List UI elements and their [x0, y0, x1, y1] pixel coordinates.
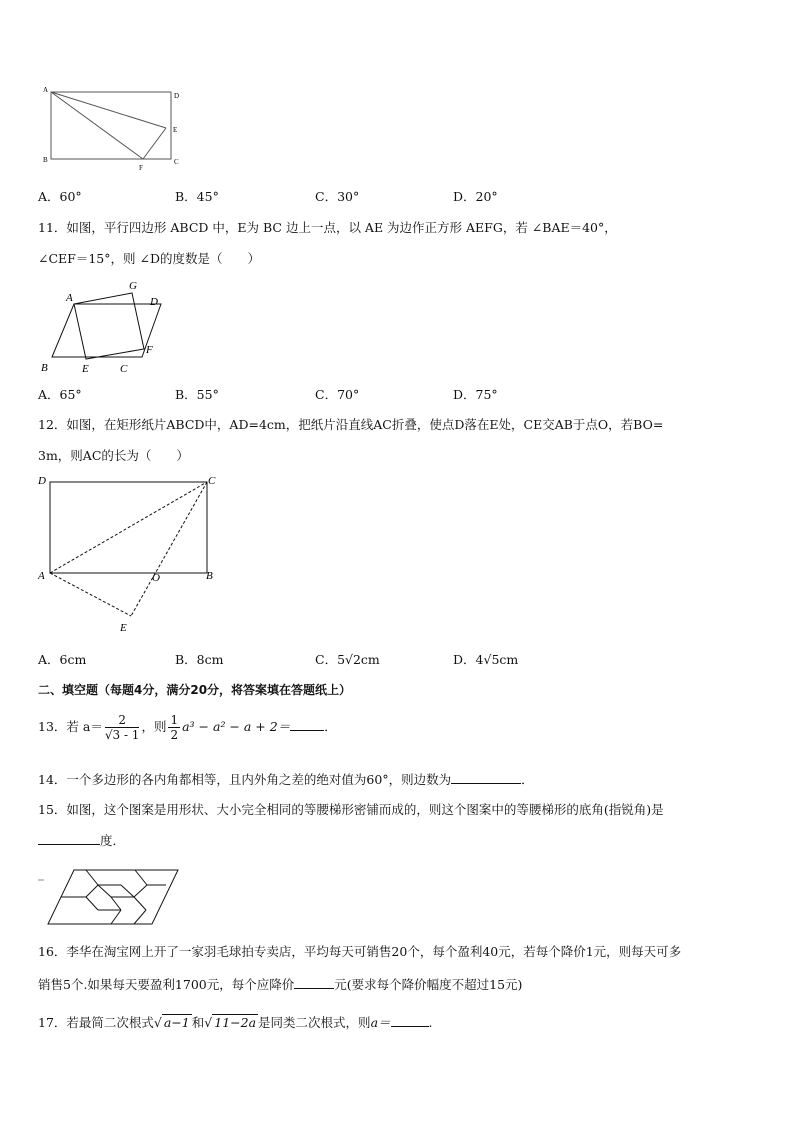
q13-prefix: 13．若 a＝	[38, 719, 103, 734]
q12-option-c: C．5√2cm	[315, 652, 380, 667]
fig11-label-a: A	[66, 292, 73, 304]
fig10-label-f: F	[139, 164, 143, 172]
q13-fraction	[105, 713, 140, 742]
q11-line2: ∠CEF＝15°，则 ∠D的度数是（ ）	[38, 251, 260, 266]
section-heading: 二、填空题（每题4分，满分20分，将答案填在答题纸上）	[38, 683, 352, 697]
q16-answer-blank[interactable]	[294, 976, 334, 989]
q15-tessellation-figure	[36, 864, 186, 934]
fig10-label-d: D	[174, 92, 180, 100]
q11-option-b: B．55°	[175, 387, 219, 402]
q14-answer-blank[interactable]	[451, 771, 521, 784]
fig10-label-e: E	[173, 126, 178, 134]
fig10-label-a: A	[43, 86, 49, 94]
q10-option-c: C．30°	[315, 189, 360, 204]
q13-answer-blank[interactable]	[290, 718, 324, 731]
q12-line2: 3m，则AC的长为（ ）	[38, 448, 189, 463]
fig11-label-b: B	[41, 362, 48, 374]
q17-answer-blank[interactable]	[391, 1014, 429, 1027]
q12-option-b: B．8cm	[175, 652, 224, 667]
sqrt-icon: √	[204, 1015, 213, 1030]
fig12-label-e: E	[120, 622, 127, 634]
q17-rad1: a−1	[163, 1015, 190, 1030]
q16-line2-a: 销售5个.如果每天要盈利1700元，每个应降价	[38, 977, 295, 992]
q17	[38, 1014, 433, 1031]
q10-option-b: B．45°	[175, 189, 219, 204]
fig10-label-b: B	[43, 156, 48, 164]
fig11-label-d: D	[150, 296, 158, 308]
q12-line1: 12．如图，在矩形纸片ABCD中，AD=4cm，把纸片沿直线AC折叠，使点D落在E处，CE交AB于点O，若BO=	[38, 417, 664, 432]
fig12-label-o: O	[152, 572, 160, 584]
q16-line1: 16．李华在淘宝网上开了一家羽毛球拍专卖店，平均每天可销售20个，每个盈利40元，若每个降价1元，则每天可多	[38, 944, 682, 959]
q17-rad2: 11−2a	[214, 1015, 257, 1030]
q17-end: .	[428, 1015, 433, 1030]
q17-c: 是同类二次根式，则	[258, 1015, 371, 1030]
q15-answer-blank[interactable]	[38, 832, 100, 845]
fig12-label-c: C	[208, 475, 216, 487]
q15-line1: 15．如图，这个图案是用形状、大小完全相同的等腰梯形密铺而成的，则这个图案中的等腰梯形的底角(指锐角)是	[38, 802, 664, 817]
q13-frac-num: 2	[105, 713, 140, 728]
q16-line2-b: 元(要求每个降价幅度不超过15元)	[334, 977, 523, 992]
q13-half-num: 1	[170, 713, 179, 727]
q11-line1: 11．如图，平行四边形 ABCD 中，E为 BC 边上一点，以 AE 为边作正方形 AEFG，若 ∠BAE＝40°，	[38, 220, 617, 235]
q12-option-d: D．4√5cm	[453, 652, 519, 667]
q11-figure	[36, 279, 166, 375]
fig11-label-g: G	[129, 280, 137, 292]
q17-b: 和	[191, 1015, 205, 1030]
q11-option-a: A．65°	[38, 387, 82, 402]
q17-d: a＝	[370, 1015, 391, 1030]
q13-expr: a³ − a² − a + 2＝	[182, 719, 291, 734]
fig11-label-c: C	[120, 363, 128, 375]
q15-line2-end: 度．	[100, 833, 126, 848]
q14	[38, 771, 534, 788]
q13	[38, 712, 337, 744]
fig12-label-d: D	[38, 475, 46, 487]
fig10-label-c: C	[174, 158, 179, 166]
fig12-label-b: B	[206, 570, 213, 582]
q12-figure	[36, 470, 226, 638]
q11-option-d: D．75°	[453, 387, 498, 402]
q14-end: ．	[521, 772, 534, 787]
sqrt-icon: √	[153, 1015, 162, 1030]
fig11-label-e: E	[82, 363, 89, 375]
q11-option-c: C．70°	[315, 387, 360, 402]
q13-mid: ，则	[141, 719, 167, 734]
fig12-label-a: A	[38, 570, 45, 582]
q13-half	[168, 713, 180, 742]
q10-figure	[38, 84, 188, 174]
q10-option-a: A．60°	[38, 189, 82, 204]
q16-line2	[38, 976, 522, 993]
q13-end: ．	[324, 719, 337, 734]
q17-a: 17．若最简二次根式	[38, 1015, 154, 1030]
q14-text: 14．一个多边形的各内角都相等，且内外角之差的绝对值为60°，则边数为	[38, 772, 452, 787]
q12-option-a: A．6cm	[38, 652, 87, 667]
q13-half-den: 2	[170, 728, 179, 742]
q13-frac-den: √3 - 1	[104, 728, 140, 742]
fig11-label-f: F	[146, 344, 153, 356]
q15-line2	[38, 832, 125, 849]
q10-option-d: D．20°	[453, 189, 498, 204]
